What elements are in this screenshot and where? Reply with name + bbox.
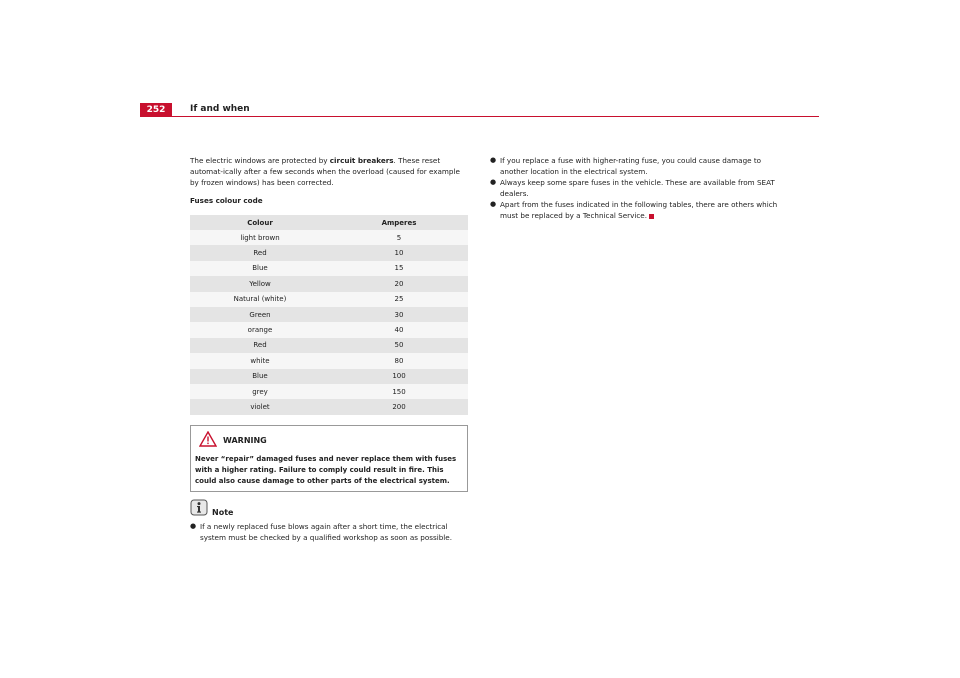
colour-cell: Blue — [190, 369, 330, 384]
colour-cell: Natural (white) — [190, 292, 330, 307]
intro-paragraph — [190, 155, 468, 188]
section-title: If and when — [190, 104, 250, 114]
amperes-cell: 40 — [330, 322, 468, 337]
note-bullet — [490, 199, 780, 221]
intro-bold-term: circuit breakers — [329, 156, 394, 165]
table-row — [190, 322, 468, 337]
note-bullet-text: If you replace a fuse with higher-rating fuse, you could cause damage to another location in the electrical system. — [500, 156, 762, 176]
colour-cell: white — [190, 353, 330, 368]
bullet-icon: ● — [490, 156, 497, 164]
colour-cell: Red — [190, 338, 330, 353]
note-bullet — [490, 155, 780, 177]
end-of-section-icon — [649, 214, 654, 219]
colour-cell: Green — [190, 307, 330, 322]
warning-triangle-icon — [195, 431, 217, 451]
colour-cell: Yellow — [190, 276, 330, 291]
bullet-icon: ● — [490, 178, 497, 186]
bullet-icon: ● — [490, 200, 497, 208]
amperes-cell: 200 — [330, 399, 468, 414]
note-header — [190, 501, 468, 519]
note-bullet-text: If a newly replaced fuse blows again after a short time, the electrical system must be checked by a qualified workshop as soon as possible. — [200, 521, 452, 542]
amperes-cell: 30 — [330, 307, 468, 322]
table-row — [190, 292, 468, 307]
note-bullet-text: Always keep some spare fuses in the vehicle. These are available from SEAT dealers. — [500, 178, 775, 198]
amperes-cell: 50 — [330, 338, 468, 353]
amperes-cell: 5 — [330, 230, 468, 245]
fuse-table — [190, 215, 468, 415]
fuse-heading: Fuses colour code — [190, 196, 263, 205]
table-row — [190, 353, 468, 368]
note-bullet — [190, 521, 468, 543]
warning-box — [190, 425, 468, 492]
amperes-cell: 80 — [330, 353, 468, 368]
colour-cell: Red — [190, 245, 330, 260]
warning-text: Never “repair” damaged fuses and never replace them with fuses with a higher rating. Failure to comply could result in fire. This could also cause damage to other parts of the electrical system. — [195, 454, 457, 485]
note-bullet-text: Apart from the fuses indicated in the following tables, there are others which must be replaced by a Technical Service. — [500, 200, 778, 220]
note-title: Note — [212, 508, 234, 518]
colour-cell: violet — [190, 399, 330, 414]
table-row — [190, 245, 468, 260]
amperes-cell: 10 — [330, 245, 468, 260]
intro-text-after: . These reset automat-ically after a few seconds when the overload (caused for example by frozen windows) has been corrected. — [190, 156, 460, 187]
table-row — [190, 261, 468, 276]
amperes-cell: 15 — [330, 261, 468, 276]
colour-cell: light brown — [190, 230, 330, 245]
table-row — [190, 276, 468, 291]
intro-text-before: The electric windows are protected by — [190, 156, 330, 165]
bullet-icon: ● — [190, 521, 197, 530]
colour-cell: grey — [190, 384, 330, 399]
page-number: 252 — [140, 103, 172, 117]
info-icon — [190, 499, 208, 520]
amperes-cell: 150 — [330, 384, 468, 399]
amperes-cell: 100 — [330, 369, 468, 384]
colour-cell: Blue — [190, 261, 330, 276]
table-row — [190, 399, 468, 414]
left-column — [190, 155, 468, 543]
warning-header — [195, 430, 463, 452]
right-column — [490, 155, 780, 221]
table-row — [190, 384, 468, 399]
table-header-row — [190, 215, 468, 230]
table-row — [190, 230, 468, 245]
amperes-cell: 20 — [330, 276, 468, 291]
column-header-amperes: Amperes — [330, 215, 468, 230]
note-bullet — [490, 177, 780, 199]
table-row — [190, 369, 468, 384]
table-row — [190, 338, 468, 353]
column-header-colour: Colour — [190, 215, 330, 230]
warning-title: WARNING — [223, 436, 267, 446]
amperes-cell: 25 — [330, 292, 468, 307]
note-bullet-item — [500, 199, 780, 221]
colour-cell: orange — [190, 322, 330, 337]
header-rule — [140, 116, 819, 117]
table-row — [190, 307, 468, 322]
